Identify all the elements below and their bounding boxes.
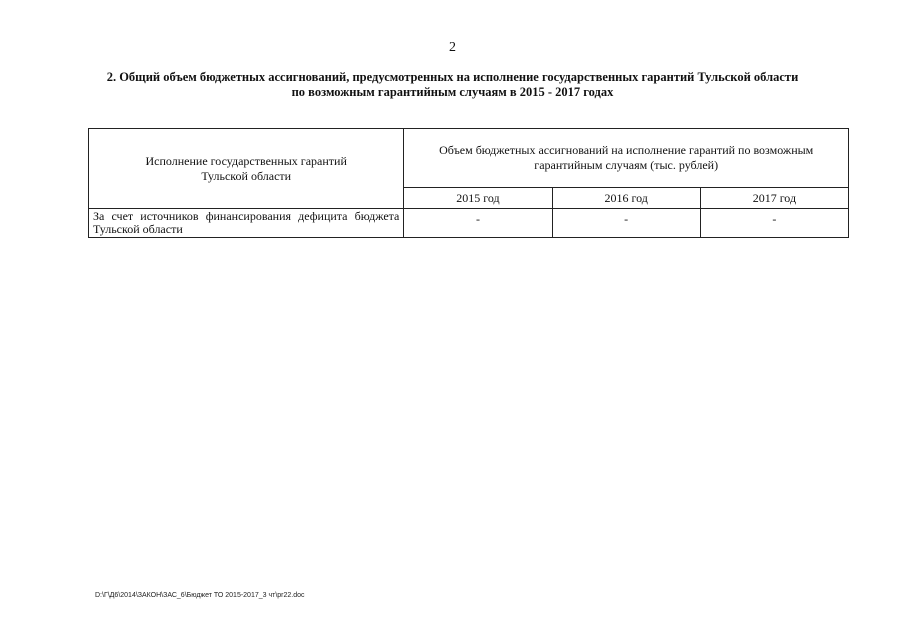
row-label: За счет источников финансирования дефицита бюджета Тульской области: [89, 209, 404, 238]
guarantee-allocations-table: [88, 128, 849, 238]
document-title: [60, 70, 845, 100]
value-2015: -: [404, 209, 552, 238]
year-2016-header: 2016 год: [552, 188, 700, 209]
header-left-line-1: Исполнение государственных гарантий: [145, 153, 347, 168]
header-right-line-2: гарантийным случаям (тыс. рублей): [534, 158, 719, 172]
value-2016: -: [552, 209, 700, 238]
header-allocation-volume: [404, 129, 849, 188]
page-number: 2: [449, 40, 456, 55]
table-row: [89, 209, 849, 238]
header-left-line-2: Тульской области: [201, 168, 292, 183]
header-guarantee-execution: [89, 129, 404, 209]
year-2017-header: 2017 год: [700, 188, 848, 209]
footer-file-path: D:\Г\Д6\2014\ЗАКОН\ЗАС_6\Бюджет ТО 2015-2017_3 чт\pr22.doc: [95, 592, 305, 599]
year-2015-header: 2015 год: [404, 188, 552, 209]
table-header-row: [89, 129, 849, 188]
value-2017: -: [700, 209, 848, 238]
document-title-line-1: 2. Общий объем бюджетных ассигнований, предусмотренных на исполнение государственных гарантий Тульской области: [106, 70, 799, 84]
document-title-line-2: по возможным гарантийным случаям в 2015 - 2017 годах: [291, 85, 614, 99]
header-right-line-1: Объем бюджетных ассигнований на исполнение гарантий по возможным: [439, 143, 814, 157]
